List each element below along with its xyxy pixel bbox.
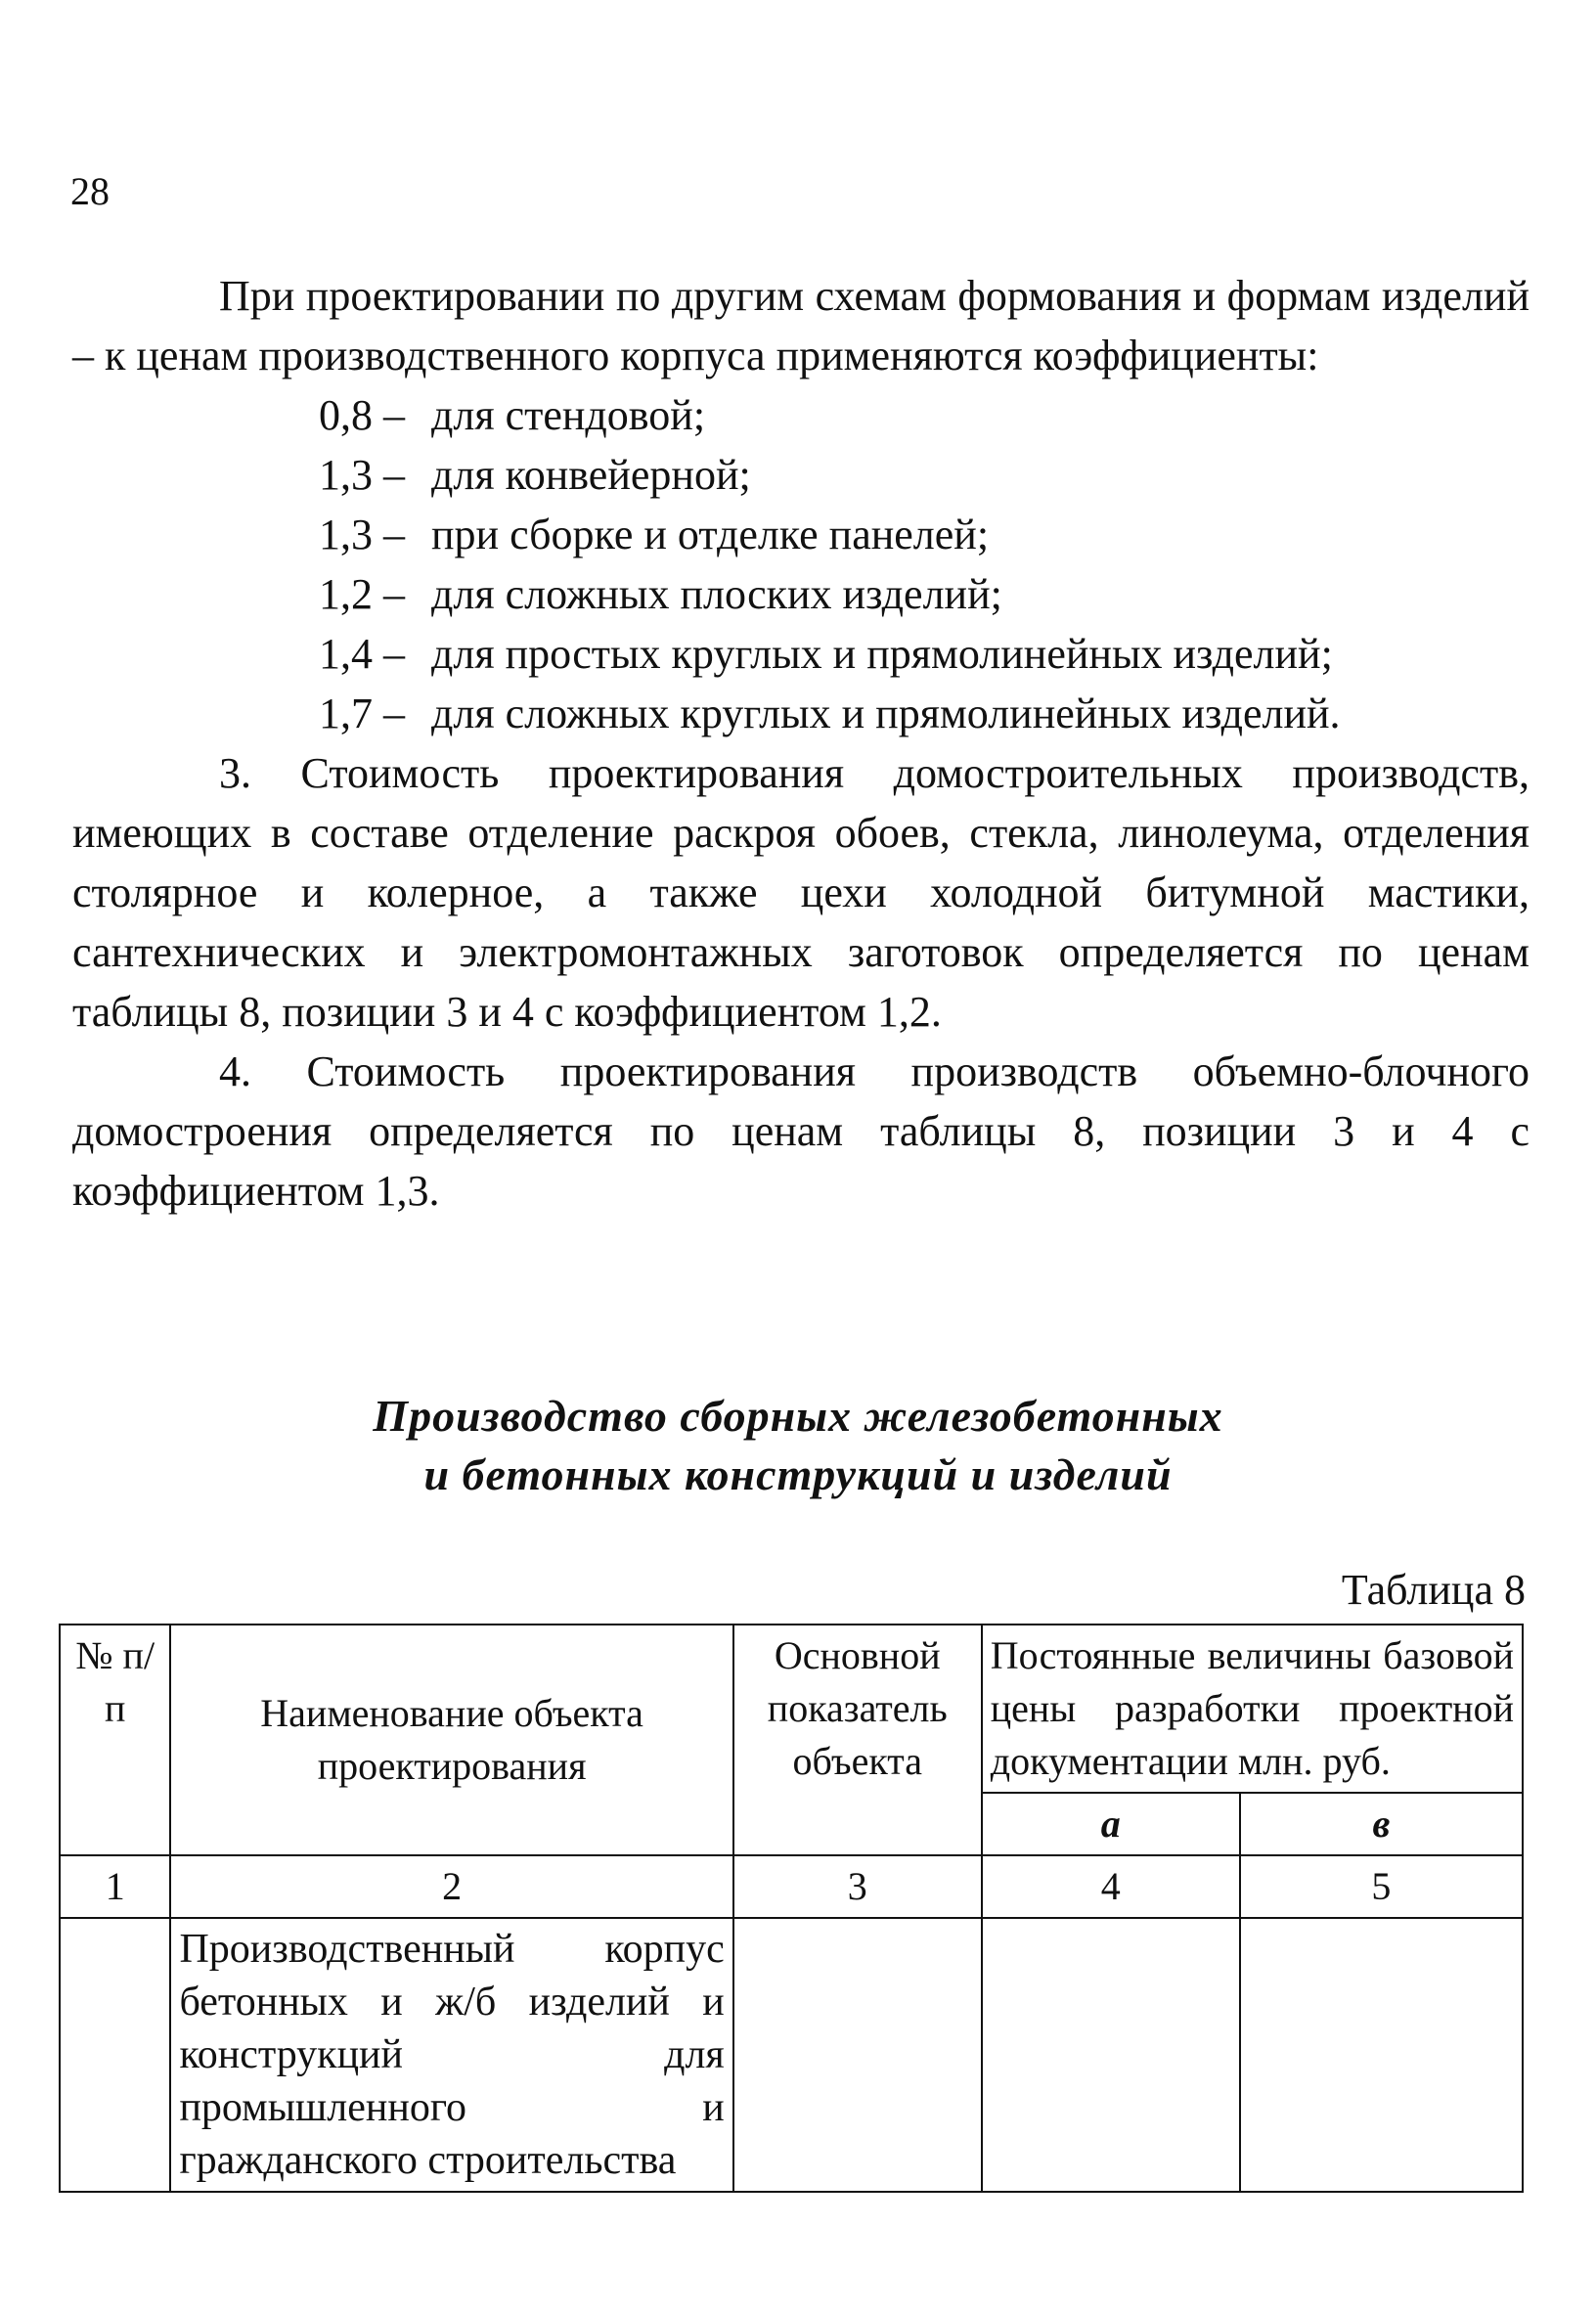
header-indicator: Основной показатель объекта — [733, 1625, 982, 1855]
header-sub-a: а — [982, 1793, 1240, 1855]
row-indicator — [733, 1918, 982, 2192]
row-object-name: Производственный корпус бетонных и ж/б изделий и конструкций для промышленного и гражданского строительства — [170, 1918, 732, 2192]
row-value-a — [982, 1918, 1240, 2192]
paragraph-3: 3. Стоимость проектирования домостроительных производств, имеющих в составе отделение раскроя обоев, стекла, линолеума, отделения столярное и колерное, а также цехи холодной битумной мастики, сантехнических и электромонтажных заготовок определяется по ценам таблицы 8, позиции 3 и 4 с коэффициентом 1,2. — [72, 749, 1530, 1036]
column-number: 5 — [1240, 1855, 1523, 1918]
coefficient-text: для стендовой; — [431, 391, 706, 439]
coefficient-value: 1,2 – — [319, 570, 405, 618]
coefficient-value: 1,3 – — [319, 451, 405, 499]
column-number: 2 — [170, 1855, 732, 1918]
coefficient-text: для сложных плоских изделий; — [431, 570, 1002, 618]
row-value-b — [1240, 1918, 1523, 2192]
body-text — [72, 266, 1530, 1221]
coefficient-value: 1,7 – — [319, 690, 405, 737]
section-title — [0, 1387, 1596, 1504]
coefficient-text: для конвейерной; — [431, 451, 751, 499]
page-number: 28 — [70, 169, 110, 213]
coefficient-item — [72, 624, 1530, 684]
row-number — [60, 1918, 170, 2192]
section-title-line-1: Производство сборных железобетонных — [373, 1391, 1223, 1441]
coefficient-text: для сложных круглых и прямолинейных изделий. — [431, 690, 1341, 737]
coefficient-item — [72, 505, 1530, 564]
coefficient-item — [72, 564, 1530, 624]
header-sub-b: в — [1240, 1793, 1523, 1855]
column-number: 3 — [733, 1855, 982, 1918]
coefficient-value: 1,4 – — [319, 630, 405, 678]
price-table — [59, 1624, 1524, 2193]
intro-paragraph: При проектировании по другим схемам формования и формам изделий – к ценам производственного корпуса применяются коэффициенты: — [72, 272, 1530, 379]
header-constant-values: Постоянные величины базовой цены разработки проектной документации млн. руб. — [982, 1625, 1523, 1793]
coefficient-text: при сборке и отделке панелей; — [431, 511, 990, 558]
table-header-row — [60, 1625, 1523, 1793]
header-object-name: Наименование объекта проектирования — [170, 1625, 732, 1855]
coefficient-item — [72, 445, 1530, 505]
coefficient-item — [72, 684, 1530, 743]
column-number: 1 — [60, 1855, 170, 1918]
coefficient-text: для простых круглых и прямолинейных изделий; — [431, 630, 1333, 678]
header-number: № п/п — [60, 1625, 170, 1855]
section-title-line-2: и бетонных конструкций и изделий — [423, 1449, 1173, 1499]
coefficient-item — [72, 385, 1530, 445]
coefficient-list — [72, 385, 1530, 743]
coefficient-value: 1,3 – — [319, 511, 405, 558]
column-number: 4 — [982, 1855, 1240, 1918]
column-number-row — [60, 1855, 1523, 1918]
table-row — [60, 1918, 1523, 2192]
paragraph-4: 4. Стоимость проектирования производств объемно-блочного домостроения определяется по ценам таблицы 8, позиции 3 и 4 с коэффициентом 1,3. — [72, 1047, 1530, 1215]
coefficient-value: 0,8 – — [319, 391, 405, 439]
table-caption: Таблица 8 — [1341, 1566, 1526, 1614]
